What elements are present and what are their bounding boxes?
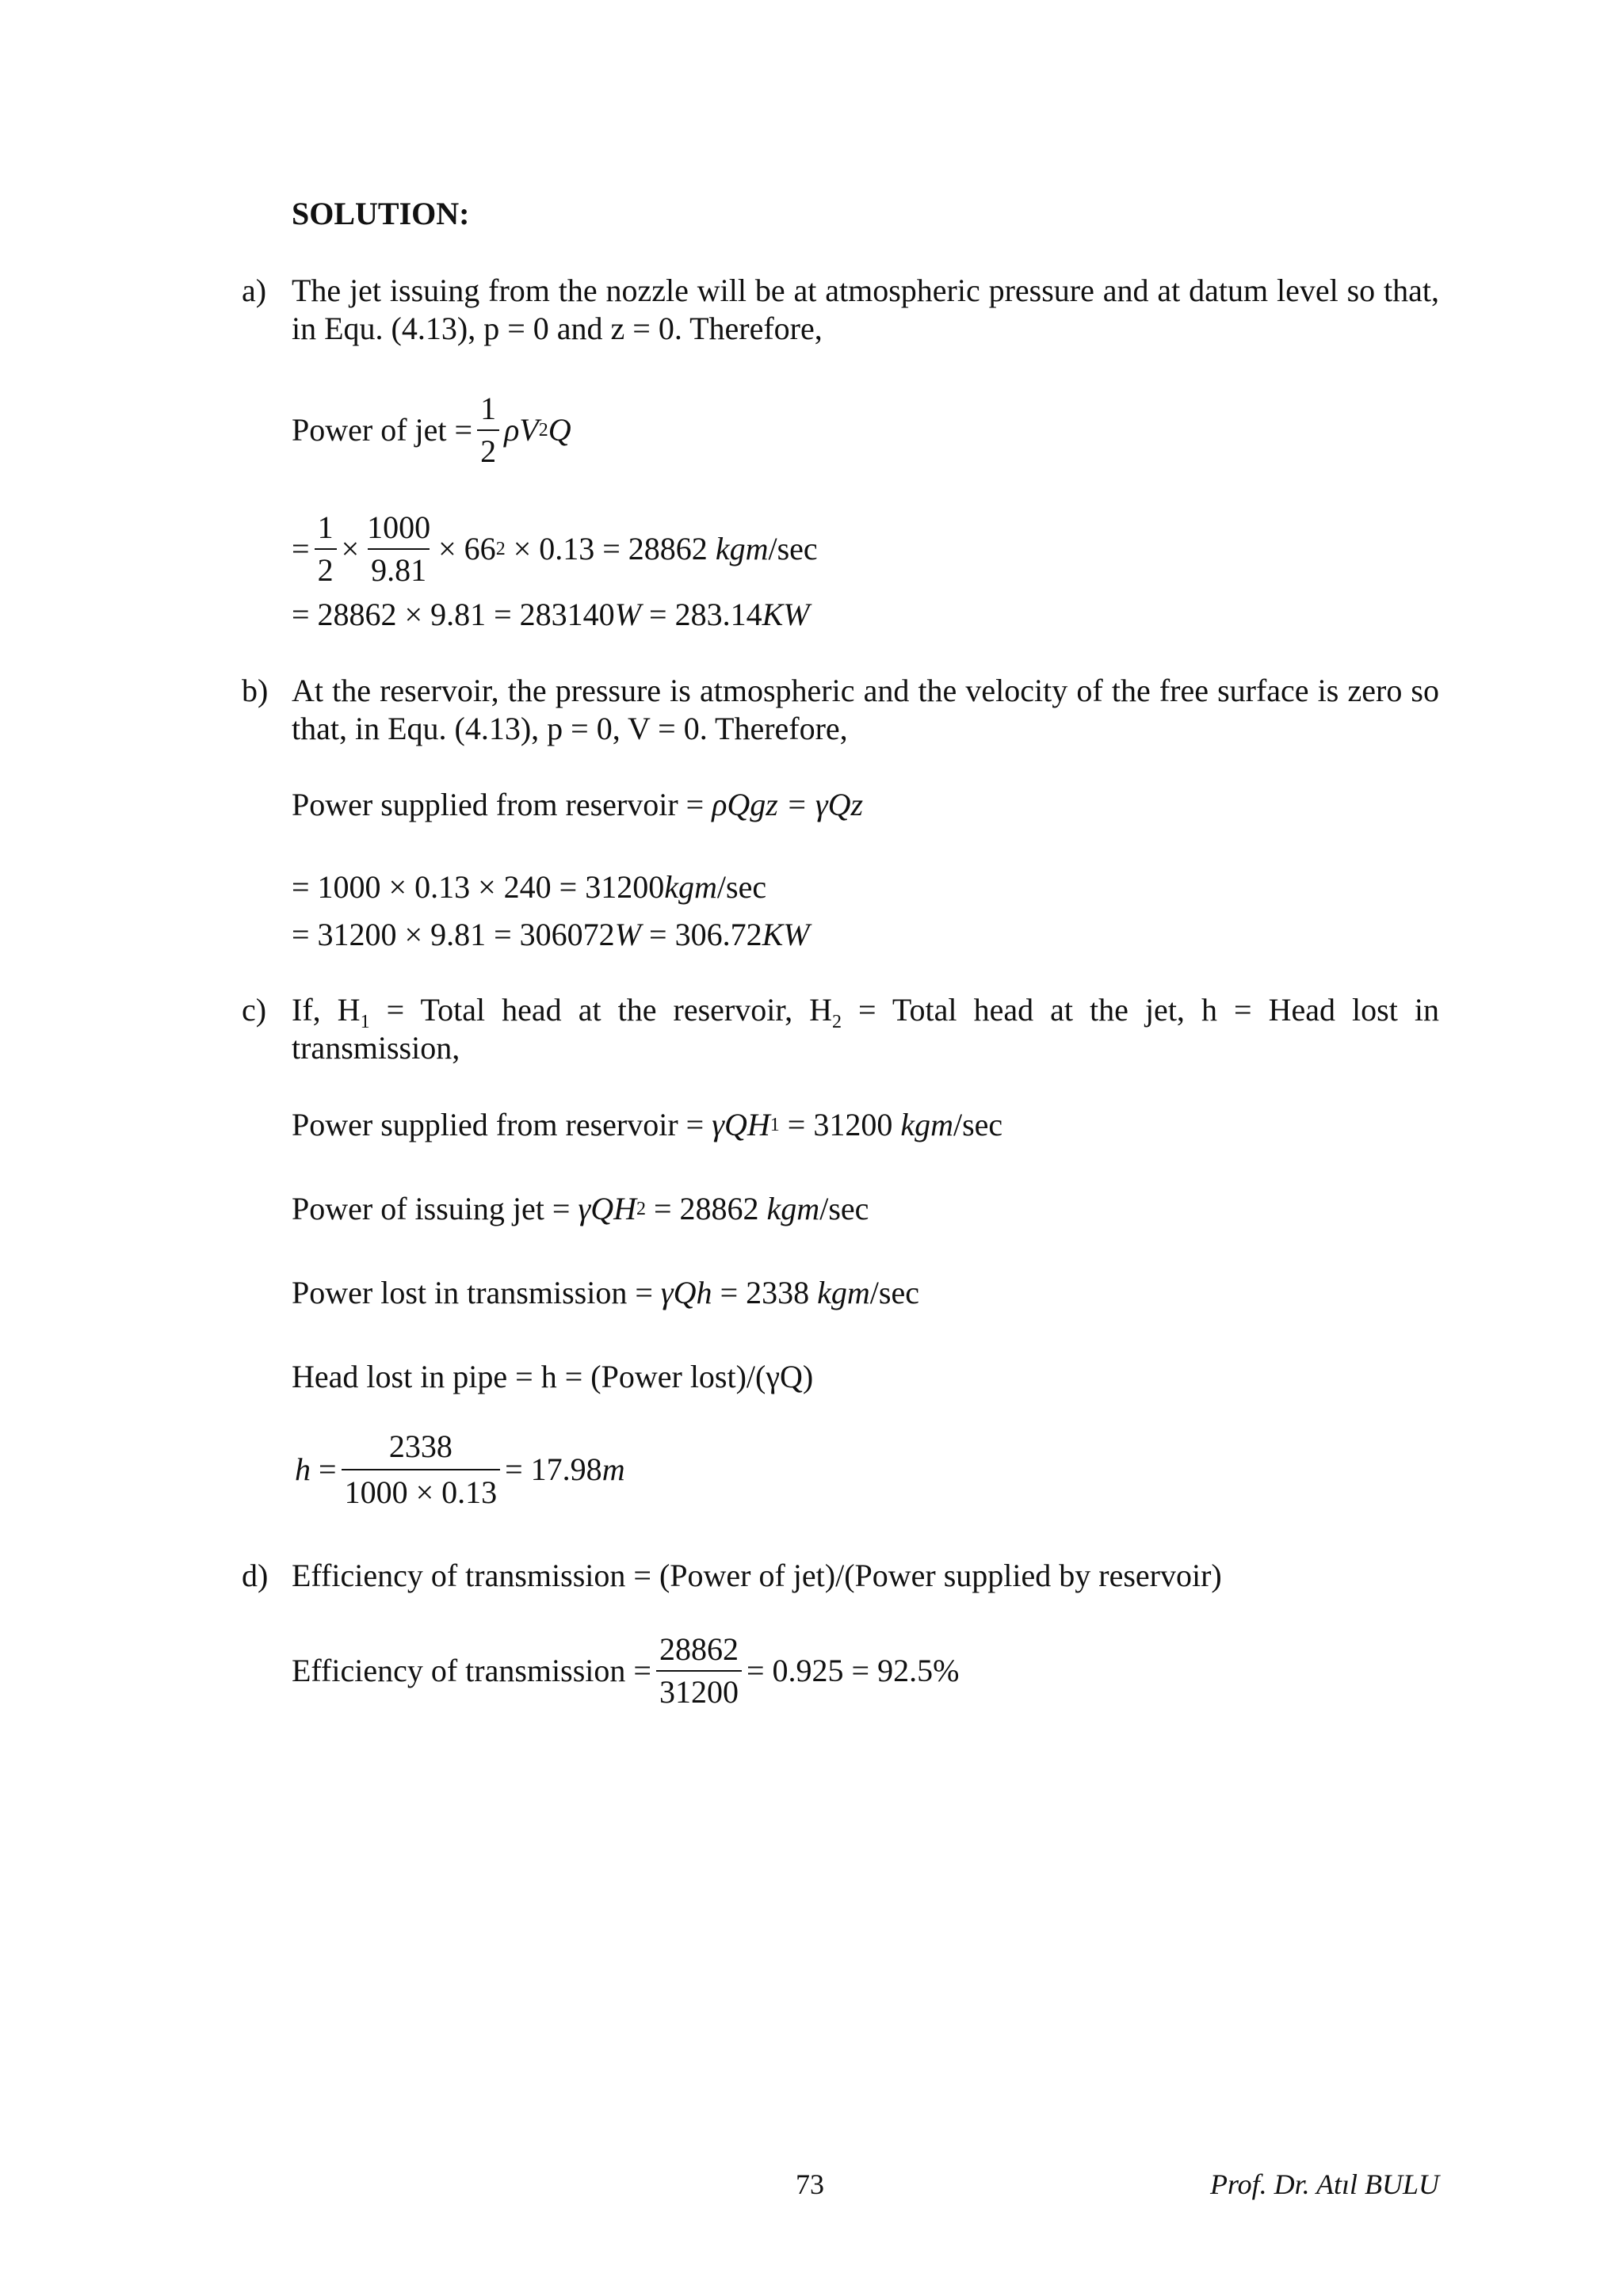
q-symbol: Q [548, 412, 571, 448]
fraction-efficiency: $\frac{28862}{31200}$ [656, 1630, 742, 1711]
page-number: 73 [796, 2168, 824, 2200]
power-of-jet-formula: Power of jet = $\frac{1}{2}$ ρV 2 Q [292, 391, 571, 469]
power-supplied-line: Power supplied from reservoir = γQH 1 = 31200 kgm / sec [292, 1107, 1003, 1142]
footer-author: Prof. Dr. Atıl BULU [1209, 2168, 1439, 2200]
power-reservoir-calc: = 1000 × 0.13 × 240 = 31200 kgm / sec [292, 869, 767, 905]
fraction-head-lost: $\frac{2338}{1000 \times 0.13}$ [342, 1428, 501, 1512]
head-lost-line: Head lost in pipe = h = (Power lost)/(γQ) [292, 1359, 814, 1394]
item-b-marker: b) [242, 673, 269, 708]
rho-v: ρV [504, 412, 539, 448]
item-a-marker: a) [242, 273, 267, 308]
head-lost-calc: h = $\frac{2338}{1000 \times 0.13}$ = 17.98 m [295, 1428, 625, 1510]
solution-heading: SOLUTION: [292, 196, 470, 231]
power-lost-line: Power lost in transmission = γQh = 2338 kgm / sec [292, 1275, 919, 1310]
power-of-jet-watts: = 28862 × 9.81 = 283140 W = 283.14 KW [292, 597, 810, 632]
efficiency-calc: Efficiency of transmission = $\frac{28862}{31200}$ = 0.925 = 92.5% [292, 1631, 960, 1710]
item-c-marker: c) [242, 992, 267, 1028]
fraction-half: $\frac{1}{2}$ [315, 509, 337, 589]
power-issuing-line: Power of issuing jet = γQH 2 = 28862 kgm / sec [292, 1191, 869, 1226]
power-of-jet-calc: = $\frac{1}{2}$ × $\frac{1000}{9.81}$ × 66 2 × 0.13 = 28862 kgm / sec [292, 509, 818, 588]
fraction-density: $\frac{1000}{9.81}$ [367, 509, 431, 588]
item-b-text: At the reservoir, the pressure is atmospheric and the velocity of the free surface is zero so that, in Equ. (4.13), p = 0, V = 0. Therefore, [292, 673, 1439, 746]
item-c-text: If, $H_1$ = Total head at the reservoir, $H_2$ = Total head at the jet, h = Head lost in transmission, [292, 992, 1439, 1066]
power-reservoir-formula: Power supplied from reservoir = ρQgz = γQz [292, 787, 864, 822]
item-d-marker: d) [242, 1558, 269, 1593]
item-a-text: The jet issuing from the nozzle will be at atmospheric pressure and at datum level so that, in Equ. (4.13), p = 0 and z = 0. Therefore, [292, 273, 1439, 346]
item-d-text: Efficiency of transmission = (Power of jet)/(Power supplied by reservoir) [292, 1558, 1222, 1593]
power-of-jet-label: Power of jet = [292, 412, 473, 448]
fraction-one-half: $\frac{1}{2}$ [477, 390, 499, 471]
power-reservoir-watts: = 31200 × 9.81 = 306072 W = 306.72 KW [292, 917, 810, 952]
